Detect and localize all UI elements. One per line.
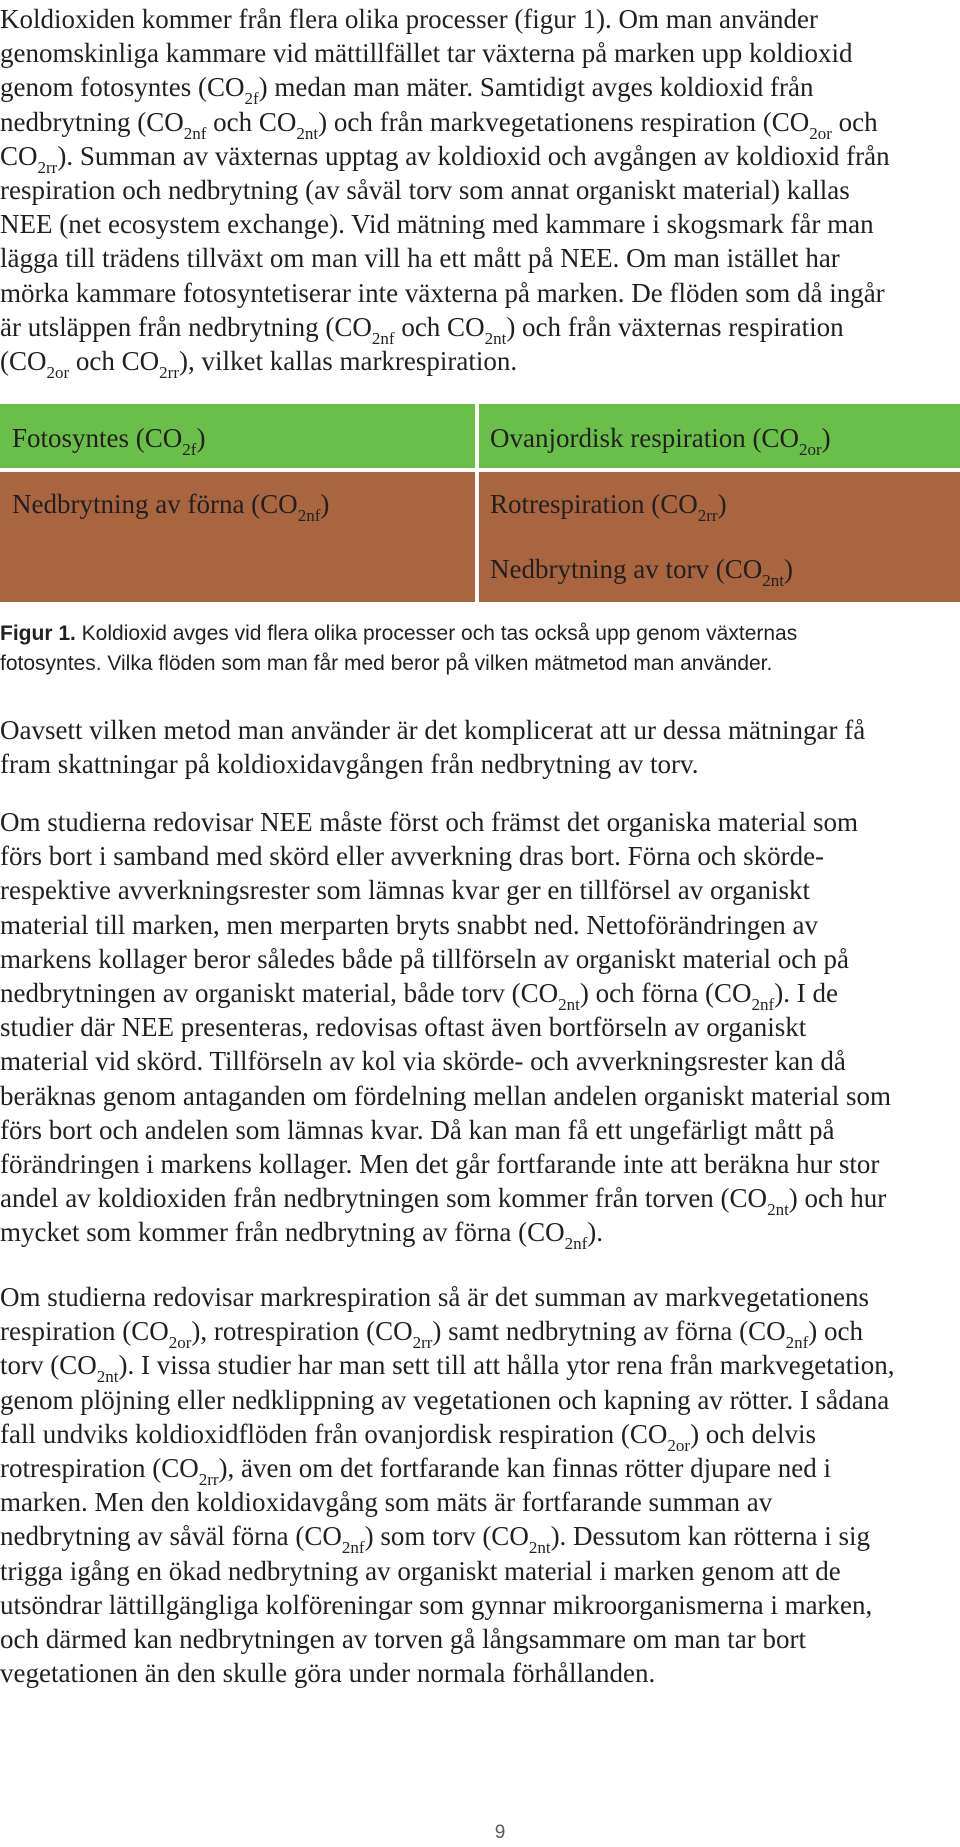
figure-cell-fotosyntes: Fotosyntes $(CO_{2f})$ [12, 423, 206, 459]
co2-subscript: 2nf [297, 506, 321, 525]
text-line: genom fotosyntes $(CO_{2f})$ medan man mäter. Samtidigt avges koldioxid från [0, 72, 814, 109]
text-line: material till marken, men merparten bryts snabbt ned. Nettoförändringen av [0, 909, 818, 940]
text-line: respiration och nedbrytning (av såväl torv som annat organiskt material) kallas [0, 174, 850, 205]
co2-subscript: 2nf [341, 1538, 365, 1558]
text-line: mycket som kommer från nedbrytning av förna $(CO_{2nf})$. [0, 1217, 604, 1254]
co2-subscript: 2nt [762, 571, 784, 590]
co2-subscript: 2nt [558, 994, 580, 1014]
co2-subscript: 2f [182, 440, 197, 459]
text-line: och därmed kan nedbrytningen av torven gå långsammare om man tar bort [0, 1623, 806, 1654]
text-line: trigga igång en ökad nedbrytning av organiskt material i marken genom att de [0, 1555, 841, 1586]
co2-subscript: 2nf [564, 1234, 588, 1254]
paragraph-nee [0, 805, 960, 1254]
text-line: förändringen i markens kollager. Men det går fortfarande inte att beräkna hur stor [0, 1148, 880, 1179]
co2-subscript: 2nt [767, 1200, 789, 1220]
co2-subscript: 2nf [371, 328, 395, 348]
caption-text-1: Koldioxid avges vid flera olika processer och tas också upp genom växternas [75, 622, 798, 645]
text-line: respektive avverkningsrester som lämnas kvar ger en tillförsel av organiskt [0, 875, 811, 906]
figure-cell-rotrespiration: Rotrespiration $(CO_{2rr})$ [490, 489, 727, 525]
co2-subscript: 2rr [697, 506, 718, 525]
figure-cell-nedbrytning-forna: Nedbrytning av förna $(CO_{2nf})$ [12, 489, 330, 525]
text-line: genom plöjning eller nedklippning av vegetationen och kapning av rötter. I sådana [0, 1384, 890, 1415]
page-number: 9 [494, 1822, 506, 1843]
co2-subscript: 2rr [412, 1333, 433, 1353]
text-line: förs bort i samband med skörd eller avverkning dras bort. Förna och skörde- [0, 841, 825, 872]
co2-subscript: 2or [809, 123, 832, 143]
text-line: marken. Men den koldioxidavgång som mäts är fortfarande summan av [0, 1487, 773, 1518]
co2-subscript: 2nt [296, 123, 319, 143]
text-line: studier där NEE presenteras, redovisas oftast även bortförseln av organiskt [0, 1012, 807, 1043]
co2-subscript: 2rr [37, 157, 58, 177]
co2-subscript: 2or [168, 1333, 192, 1353]
co2-subscript: 2rr [198, 1469, 219, 1489]
text-line: Om studierna redovisar markrespiration så är det summan av markvegetationens [0, 1282, 869, 1312]
co2-subscript: 2or [46, 362, 70, 382]
text-line: fram skattningar på koldioxidavgången från nedbrytning av torv. [0, 749, 699, 780]
text-line: beräknas genom antaganden om fördelning mellan andelen organiskt material som [0, 1080, 891, 1111]
paragraph-oavsett [0, 713, 960, 781]
text-line: genomskinliga kammare vid mättillfället tar växterna på marken upp koldioxid [0, 38, 853, 69]
figure-horizontal-divider [0, 468, 960, 472]
co2-subscript: 2or [798, 440, 822, 459]
co2-subscript: 2rr [159, 362, 179, 382]
text-line: respiration $(CO_{2or})$, rotrespiration $(CO_{2rr})$ samt nedbrytning av förna $(CO_{2nf})$ och [0, 1316, 863, 1353]
caption-line-2: fotosyntes. Vilka flöden som man får med beror på vilken mätmetod man använder. [0, 652, 773, 675]
co2-subscript: 2nt [96, 1367, 119, 1387]
figure-cell-nedbrytning-torv: Nedbrytning av torv $(CO_{2nt})$ [490, 554, 793, 590]
text-line: NEE (net ecosystem exchange). Vid mätning med kammare i skogsmark får man [0, 209, 874, 240]
text-line: mörka kammare fotosyntetiserar inte växterna på marken. De flöden som då ingår [0, 277, 885, 308]
co2-subscript: 2nf [183, 123, 207, 143]
text-line: Koldioxiden kommer från flera olika processer (figur 1). Om man använder [0, 4, 818, 34]
co2-subscript: 2f [244, 89, 259, 109]
co2-subscript: 2nt [484, 328, 507, 348]
text-line: förs bort och andelen som lämnas kvar. Då kan man få ett ungefärligt mått på [0, 1114, 835, 1145]
co2-subscript: 2nt [528, 1538, 551, 1558]
text-line: utsöndrar lättillgängliga kolföreningar som gynnar mikroorganismerna i marken, [0, 1589, 873, 1620]
text-line: rotrespiration $(CO_{2rr})$, även om det fortfarande kan finnas rötter djupare ned i [0, 1452, 832, 1489]
caption-line-1 [0, 619, 960, 649]
text-line: Om studierna redovisar NEE måste först och främst det organiska material som [0, 807, 859, 837]
text-line: är utsläppen från nedbrytning ($CO_{2nf}$ och $CO_{2nt}$) och från växternas respiration [0, 311, 844, 348]
figure-cell-ovanjordisk-respiration: Ovanjordisk respiration $(CO_{2or})$ [490, 423, 831, 459]
text-line: fall undviks koldioxidflöden från ovanjordisk respiration $(CO_{2or})$ och delvis [0, 1418, 817, 1455]
text-line: nedbrytningen av organiskt material, både torv $(CO_{2nt})$ och förna $(CO_{2nf})$. I de [0, 977, 838, 1014]
paragraph-markrespiration [0, 1280, 960, 1690]
co2-subscript: 2nf [751, 994, 775, 1014]
figure-vertical-divider [475, 404, 479, 602]
paragraph-intro [0, 2, 960, 382]
text-line: andel av koldioxiden från nedbrytningen som kommer från torven $(CO_{2nt})$ och hur [0, 1183, 887, 1220]
text-line: nedbrytning ($CO_{2nf}$ och $CO_{2nt}$) och från markvegetationens respiration ($CO_{2or}$ och [0, 106, 878, 143]
text-line: nedbrytning av såväl förna $(CO_{2nf})$ som torv $(CO_{2nt})$. Dessutom kan rötterna i sig [0, 1521, 871, 1558]
text-line: vegetationen än den skulle göra under normala förhållanden. [0, 1658, 656, 1689]
text-line: $CO_{2rr}$). Summan av växternas upptag av koldioxid och avgången av koldioxid från [0, 140, 890, 177]
co2-subscript: 2or [667, 1435, 691, 1455]
text-line: material vid skörd. Tillförseln av kol via skörde- och avverkningsrester kan då [0, 1046, 846, 1077]
text-line: lägga till trädens tillväxt om man vill ha ett mått på NEE. Om man istället har [0, 243, 840, 274]
co2-subscript: 2nf [785, 1333, 809, 1353]
text-line: torv $(CO_{2nt})$. I vissa studier har man sett till att hålla ytor rena från markvegetation, [0, 1350, 895, 1387]
text-line: markens kollager beror således både på tillförseln av organiskt material och på [0, 943, 849, 974]
figure-caption [0, 619, 960, 679]
text-line: ($CO_{2or}$ och $CO_{2rr}$), vilket kallas markrespiration. [0, 345, 518, 382]
text-line: Oavsett vilken metod man använder är det komplicerat att ur dessa mätningar få [0, 715, 866, 745]
caption-label: Figur 1. [0, 622, 76, 645]
